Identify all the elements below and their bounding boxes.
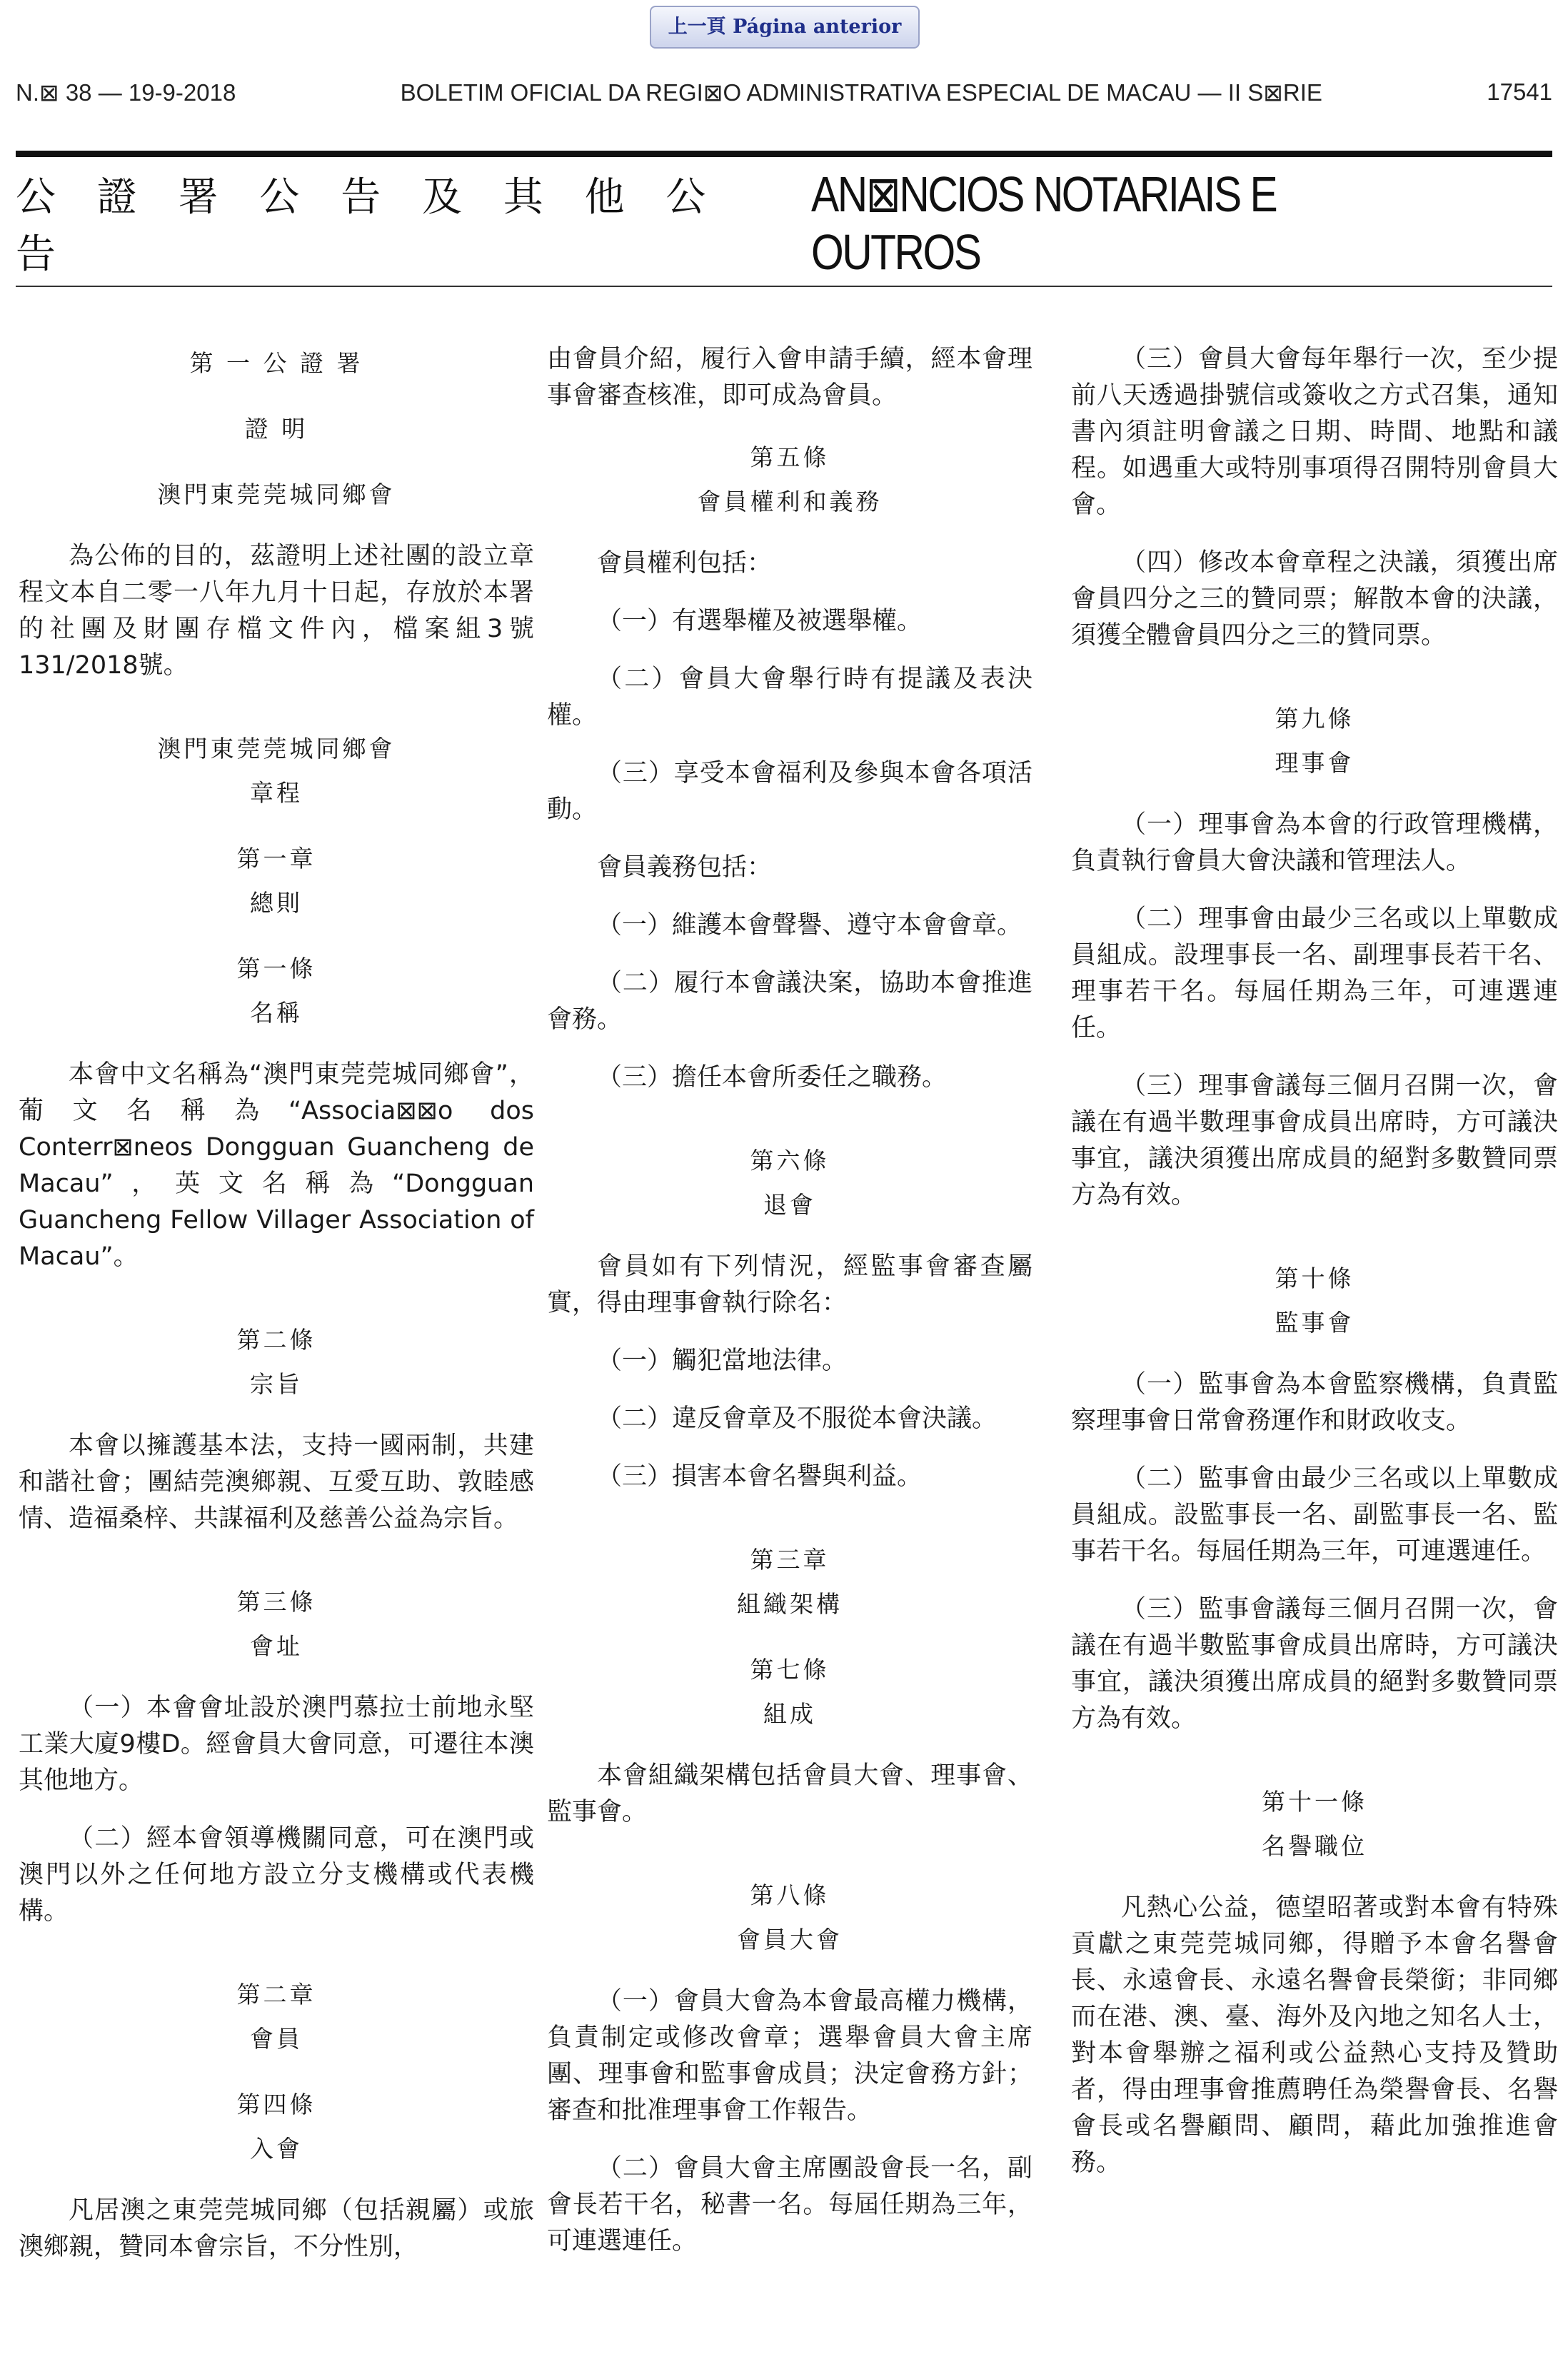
article-8-title: 會員大會 [737, 1926, 843, 1953]
article-8-paragraph-3: （三）會員大會每年舉行一次，至少提前八天透過掛號信或簽收之方式召集，通知書內須註明會議之日期、時間、地點和議程。如遇重大或特別事項得召開特別會員大會。 [1071, 345, 1558, 519]
column-2 [547, 341, 1032, 2260]
chapter-1-title: 總則 [250, 889, 303, 917]
running-header [16, 74, 1552, 110]
article-4-text: 凡居澳之東莞莞城同鄉（包括親屬）或旅澳鄉親，贊同本會宗旨，不分性別， [19, 2196, 534, 2261]
duty-1: （一）維護本會聲譽、遵守本會會章。 [597, 911, 1022, 940]
article-10-paragraph-1: （一）監事會為本會監察機構，負責監察理事會日常會務運作和財政收支。 [1071, 1370, 1558, 1435]
article-6-item-2: （二）違反會章及不服從本會決議。 [597, 1404, 997, 1433]
chapter-2-title: 會員 [250, 2025, 303, 2053]
article-11-number: 第十一條 [1262, 1788, 1367, 1816]
article-7-title: 組成 [763, 1700, 816, 1728]
article-11-title: 名譽職位 [1262, 1832, 1367, 1860]
office-name: 第 一 公 證 署 [189, 349, 363, 377]
right-2: （二）會員大會舉行時有提議及表決權。 [547, 665, 1032, 730]
issue-number: N.⊠ 38 — 19-9-2018 [16, 79, 236, 106]
article-2-text: 本會以擁護基本法，支持一國兩制，共建和諧社會；團結莞澳鄉親、互愛互助、敦睦感情、造福桑梓、共謀福利及慈善公益為宗旨。 [19, 1432, 534, 1533]
article-6-item-1: （一）觸犯當地法律。 [597, 1347, 848, 1375]
section-rule [16, 286, 1552, 287]
article-4-title: 入會 [250, 2135, 303, 2163]
article-9-number: 第九條 [1275, 705, 1355, 733]
column-1 [19, 341, 534, 2265]
article-3-number: 第三條 [236, 1588, 316, 1616]
article-4-continuation: 由會員介紹，履行入會申請手續，經本會理事會審查核准，即可成為會員。 [547, 345, 1032, 410]
previous-page-button[interactable]: 上一頁 Página anterior [650, 6, 920, 49]
duty-2: （二）履行本會議決案，協助本會推進會務。 [547, 969, 1032, 1034]
article-9-paragraph-1: （一）理事會為本會的行政管理機構，負責執行會員大會決議和管理法人。 [1071, 810, 1558, 875]
article-8-paragraph-4: （四）修改本會章程之決議，須獲出席會員四分之三的贊同票；解散本會的決議，須獲全體會員四分之三的贊同票。 [1071, 548, 1558, 650]
article-6-item-3: （三）損害本會名譽與利益。 [597, 1462, 923, 1491]
article-11-text: 凡熱心公益，德望昭著或對本會有特殊貢獻之東莞莞城同鄉，得贈予本會名譽會長、永遠會長、永遠名譽會長榮銜；非同鄉而在港、澳、臺、海外及內地之知名人士，對本會舉辦之福利或公益熱心支持及贊助者，得由理事會推薦聘任為榮譽會長、名譽會長或名譽顧問、顧問，藉此加強推進會務。 [1071, 1893, 1558, 2177]
article-6-number: 第六條 [750, 1147, 830, 1175]
article-10-paragraph-3: （三）監事會議每三個月召開一次，會議在有過半數監事會成員出席時，方可議決事宜，議決須獲出席成員的絕對多數贊同票方為有效。 [1071, 1595, 1558, 1733]
page-number: 17541 [1487, 79, 1552, 105]
header-rule [16, 151, 1552, 157]
statute-association-name: 澳門東莞莞城同鄉會 [157, 735, 396, 763]
article-8-number: 第八條 [750, 1881, 830, 1909]
article-8-paragraph-2: （二）會員大會主席團設會長一名，副會長若干名，秘書一名。每屆任期為三年，可連選連任。 [547, 2154, 1032, 2255]
article-9-paragraph-2: （二）理事會由最少三名或以上單數成員組成。設理事長一名、副理事長若干名、理事若干名。每屆任期為三年，可連選連任。 [1071, 905, 1558, 1042]
article-6-title: 退會 [763, 1191, 816, 1219]
article-3-title: 會址 [250, 1632, 303, 1660]
article-2-title: 宗旨 [250, 1370, 303, 1398]
article-1-title: 名稱 [250, 999, 303, 1027]
chapter-3-title: 組織架構 [737, 1590, 843, 1618]
article-1-text: 本會中文名稱為“澳門東莞莞城同鄉會”，葡文名稱為“Associa⊠⊠o dos Conterr⊠neos Dongguan Guancheng de Macau”，英文名稱為“Dongguan Guancheng Fellow Villager Association of Macau”。 [19, 1060, 534, 1271]
article-7-text: 本會組織架構包括會員大會、理事會、監事會。 [547, 1761, 1032, 1826]
association-name: 澳門東莞莞城同鄉會 [157, 481, 396, 508]
chapter-1-number: 第一章 [236, 845, 316, 872]
article-8-paragraph-1: （一）會員大會為本會最高權力機構，負責制定或修改會章；選舉會員大會主席團、理事會和監事會成員；決定會務方針；審查和批准理事會工作報告。 [547, 1987, 1032, 2125]
section-title-pt: AN⊠NCIOS NOTARIAIS E OUTROS [811, 166, 1277, 280]
article-5-title: 會員權利和義務 [697, 488, 883, 515]
duty-3: （三）擔任本會所委任之職務。 [597, 1063, 948, 1092]
article-10-title: 監事會 [1275, 1309, 1355, 1337]
article-3-paragraph-2: （二）經本會領導機關同意，可在澳門或澳門以外之任何地方設立分支機構或代表機構。 [19, 1824, 534, 1926]
article-10-number: 第十條 [1275, 1264, 1355, 1292]
article-3-paragraph-1: （一）本會會址設於澳門慕拉士前地永堅工業大廈9樓D。經會員大會同意，可遷往本澳其他地方。 [19, 1694, 534, 1795]
article-2-number: 第二條 [236, 1326, 316, 1354]
article-7-number: 第七條 [750, 1656, 830, 1684]
article-9-paragraph-3: （三）理事會議每三個月召開一次，會議在有過半數理事會成員出席時，方可議決事宜，議決須獲出席成員的絕對多數贊同票方為有效。 [1071, 1072, 1558, 1209]
chapter-3-number: 第三章 [750, 1546, 830, 1574]
article-4-number: 第四條 [236, 2091, 316, 2118]
statute-title: 章程 [250, 779, 303, 807]
column-3 [1071, 341, 1558, 2181]
publication-title: BOLETIM OFICIAL DA REGI⊠O ADMINISTRATIVA ESPECIAL DE MACAU — II S⊠RIE [400, 79, 1322, 106]
section-title-zh: 公 證 署 公 告 及 其 他 公 告 [16, 174, 720, 278]
article-1-number: 第一條 [236, 955, 316, 982]
duties-intro: 會員義務包括： [597, 853, 773, 882]
right-1: （一）有選舉權及被選舉權。 [597, 607, 923, 635]
article-5-number: 第五條 [750, 443, 830, 471]
section-title [16, 166, 1552, 280]
article-9-title: 理事會 [1275, 749, 1355, 777]
article-6-intro: 會員如有下列情況，經監事會審查屬實，得由理事會執行除名： [547, 1252, 1032, 1317]
article-10-paragraph-2: （二）監事會由最少三名或以上單數成員組成。設監事長一名、副監事長一名、監事若干名。每屆任期為三年，可連選連任。 [1071, 1464, 1558, 1566]
right-3: （三）享受本會福利及參與本會各項活動。 [547, 759, 1032, 824]
certificate-title: 證 明 [244, 415, 308, 443]
chapter-2-number: 第二章 [236, 1981, 316, 2008]
rights-intro: 會員權利包括： [597, 549, 773, 578]
certificate-text: 為公佈的目的，茲證明上述社團的設立章程文本自二零一八年九月十日起，存放於本署的社團及財團存檔文件內，檔案組3號131/2018號。 [19, 542, 534, 680]
